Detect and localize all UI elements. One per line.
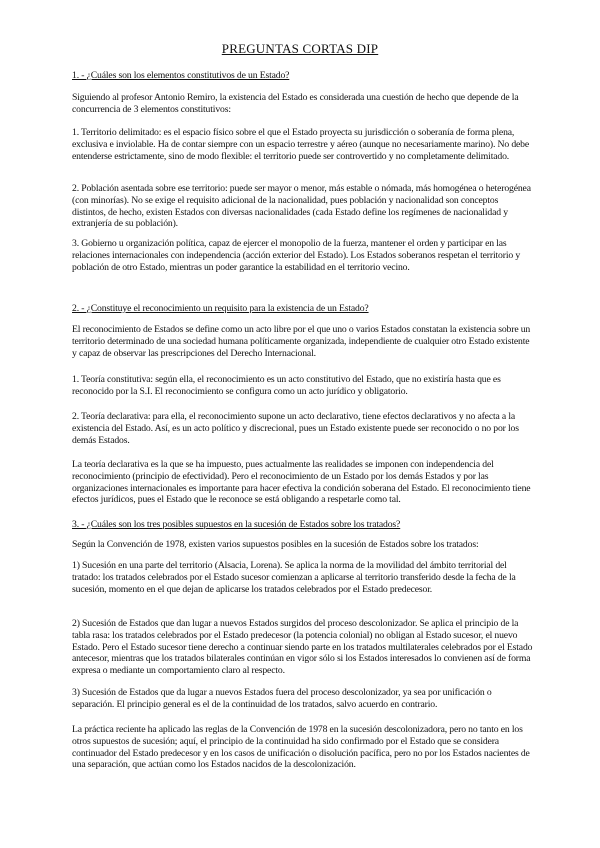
- question-1-heading: 1. - ¿Cuáles son los elementos constitutivos de un Estado?: [72, 70, 290, 81]
- question-3-heading: 3. - ¿Cuáles son los tres posibles supuestos en la sucesión de Estados sobre los tratados?: [72, 519, 401, 530]
- question-3-case-2: 2) Sucesión de Estados que dan lugar a nuevos Estados surgidos del proceso descolonizador. Se aplica el principio de la tabla rasa: los tratados celebrados por el Estado predecesor (la potencia colonial) no obligan al Estado sucesor, el nuevo Estado. Pero el Estado sucesor tiene derecho a continuar siendo parte en los tratados multilaterales celebrados por el Estado antecesor, mientras que los tratados bilaterales continúan en vigor sólo si los Estados interesados lo convienen así de forma expresa o mediante un comportamiento claro al respecto.: [72, 618, 533, 677]
- question-3-case-1: 1) Sucesión en una parte del territorio (Alsacia, Lorena). Se aplica la norma de la movilidad del ámbito territorial del tratado: los tratados celebrados por el Estado sucesor comienzan a aplicarse al territorio transferido desde la fecha de la sucesión, momento en el que dejan de aplicarse los tratados celebrados por el Estado predecesor.: [72, 560, 516, 595]
- question-2-heading: 2. - ¿Constituye el reconocimiento un requisito para la existencia de un Estado?: [72, 303, 369, 314]
- question-1-government: 3. Gobierno u organización política, capaz de ejercer el monopolio de la fuerza, mantener el orden y participar en las relaciones internacionales con independencia (acción exterior del Estado). Los Estados soberanos respetan el territorio y población de otro Estado, mientras un poder garantice la estabilidad en el territorio vecino.: [72, 238, 521, 273]
- document-title: PREGUNTAS CORTAS DIP: [221, 41, 379, 56]
- question-3-practice: La práctica reciente ha aplicado las reglas de la Convención de 1978 en la sucesión descolonizadora, pero no tanto en los otros supuestos de sucesión; aquí, el principio de la continuidad ha sido confirmado por el Estado que se considera continuador del Estado predecesor y en los casos de unificación o disolución pacífica, pero no por los Estados nacientes de una separación, que actúan como los Estados nacidos de la descolonización.: [72, 724, 530, 771]
- question-1-territory: 1. Territorio delimitado: es el espacio físico sobre el que el Estado proyecta su jurisdicción o soberanía de forma plena, exclusiva e inviolable. Ha de contar siempre con un espacio terrestre y aéreo (aunque no necesariamente marino). No debe entenderse estrictamente, sino de modo flexible: el territorio puede ser controvertido y no completamente delimitado.: [72, 127, 530, 162]
- question-1-population: 2. Población asentada sobre ese territorio: puede ser mayor o menor, más estable o nómada, más homogénea o heterogénea (con minorías). No se exige el requisito adicional de la nacionalidad, pues población y nacionalidad son conceptos distintos, de hecho, existen Estados con diversas nacionalidades (cada Estado define los regímenes de nacionalidad y extranjería de su población).: [72, 183, 531, 230]
- question-3-intro: Según la Convención de 1978, existen varios supuestos posibles en la sucesión de Estados sobre los tratados:: [72, 539, 479, 550]
- question-2-constitutive: 1. Teoría constitutiva: según ella, el reconocimiento es un acto constitutivo del Estado, que no existiría hasta que es reconocido por la S.I. El reconocimiento se configura como un acto jurídico y obligatorio.: [72, 374, 501, 397]
- question-2-conclusion: La teoría declarativa es la que se ha impuesto, pues actualmente las realidades se imponen con independencia del reconocimiento (principio de efectividad). Pero el reconocimiento de un Estado por los demás Estados y por las organizaciones internacionales es importante para hacer efectiva la condición soberana del Estado. El reconocimiento tiene efectos jurídicos, pues el Estado que le reconoce se está obligando a respetarle como tal.: [72, 459, 531, 506]
- question-2-declarative: 2. Teoría declarativa: para ella, el reconocimiento supone un acto declarativo, tiene efectos declarativos y no afecta a la existencia del Estado. Así, es un acto político y discrecional, pues un Estado existente puede ser reconocido o no por los demás Estados.: [72, 411, 519, 446]
- question-3-case-3: 3) Sucesión de Estados que da lugar a nuevos Estados fuera del proceso descolonizador, ya sea por unificación o separación. El principio general es el de la continuidad de los tratados, salvo acuerdo en contrario.: [72, 687, 492, 710]
- question-1-intro: Siguiendo al profesor Antonio Remiro, la existencia del Estado es considerada una cuestión de hecho que depende de la concurrencia de 3 elementos constitutivos:: [72, 92, 519, 115]
- question-2-definition: El reconocimiento de Estados se define como un acto libre por el que uno o varios Estados constatan la existencia sobre un territorio determinado de una sociedad humana políticamente organizada, independiente de cualquier otro Estado existente y capaz de observar las prescripciones del Derecho Internacional.: [72, 324, 531, 359]
